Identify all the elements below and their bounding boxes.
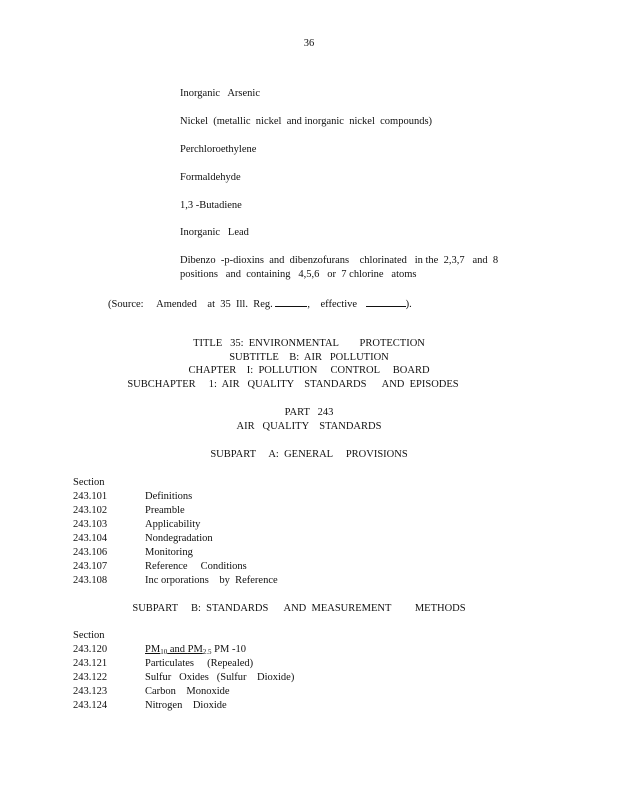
section-title: Nitrogen Dioxide [145,700,227,711]
section-title: Definitions [145,491,193,502]
section-title-pm [145,643,246,656]
section-number: 243.107 [73,561,108,572]
section-number: 243.121 [73,658,108,669]
part-line: PART 243 [284,407,334,418]
pm-text: PM [187,644,203,655]
effective-date-blank [366,296,406,307]
register-blank [275,296,307,307]
section-number: 243.120 [73,644,108,655]
section-number: 243.122 [73,672,108,683]
section-number: 243.123 [73,686,108,697]
subpart-a-heading: SUBPART A: GENERAL PROVISIONS [210,449,408,460]
section-title: Carbon Monoxide [145,686,230,697]
substance-item: Nickel (metallic nickel and inorganic nickel compounds) [180,116,433,127]
source-note-prefix: (Source: Amended at 35 Ill. Reg. [108,299,273,310]
subpart-b-heading: SUBPART B: STANDARDS AND MEASUREMENT METHODS [132,603,466,614]
pm-rest-text: PM -10 [211,644,246,655]
section-number: 243.104 [73,533,108,544]
substance-item: 1,3 -Butadiene [180,200,242,211]
section-title: Reference Conditions [145,561,247,572]
section-number: 243.106 [73,547,108,558]
substance-item: Perchloroethylene [180,144,257,155]
section-number: 243.102 [73,505,108,516]
section-title: Monitoring [145,547,193,558]
section-label: Section [73,630,105,641]
source-note-mid: , effective [307,299,358,310]
section-number: 243.124 [73,700,108,711]
title-line: TITLE 35: ENVIRONMENTAL PROTECTION [193,338,425,349]
pm25-subscript: 2.5 [202,648,212,656]
section-title: Applicability [145,519,201,530]
substance-item: Inorganic Arsenic [180,88,260,99]
section-title: Sulfur Oxides (Sulfur Dioxide) [145,672,295,683]
section-title: Particulates (Repealed) [145,658,254,669]
and-text: and [167,644,185,655]
page-number: 36 [303,38,315,49]
section-title: Preamble [145,505,185,516]
subchapter-line: SUBCHAPTER 1: AIR QUALITY STANDARDS AND EPISODES [127,379,459,390]
section-label: Section [73,477,105,488]
substance-item-dioxin-line1: Dibenzo -p-dioxins and dibenzofurans chlorinated in the 2,3,7 and 8 [180,255,499,266]
section-title: Inc orporations by Reference [145,575,278,586]
section-number: 243.108 [73,575,108,586]
section-number: 243.101 [73,491,108,502]
subtitle-line: SUBTITLE B: AIR POLLUTION [229,352,389,363]
section-number: 243.103 [73,519,108,530]
source-note-end: ). [405,299,412,310]
pm10-subscript: 10 [160,648,168,656]
substance-item: Formaldehyde [180,172,241,183]
source-note [108,296,412,311]
part-name-line: AIR QUALITY STANDARDS [236,421,382,432]
chapter-line: CHAPTER I: POLLUTION CONTROL BOARD [188,365,430,376]
substance-item-dioxin-line2: positions and containing 4,5,6 or 7 chlorine atoms [180,269,417,280]
substance-item: Inorganic Lead [180,227,249,238]
section-title: Nondegradation [145,533,213,544]
pm-text: PM [145,644,161,655]
